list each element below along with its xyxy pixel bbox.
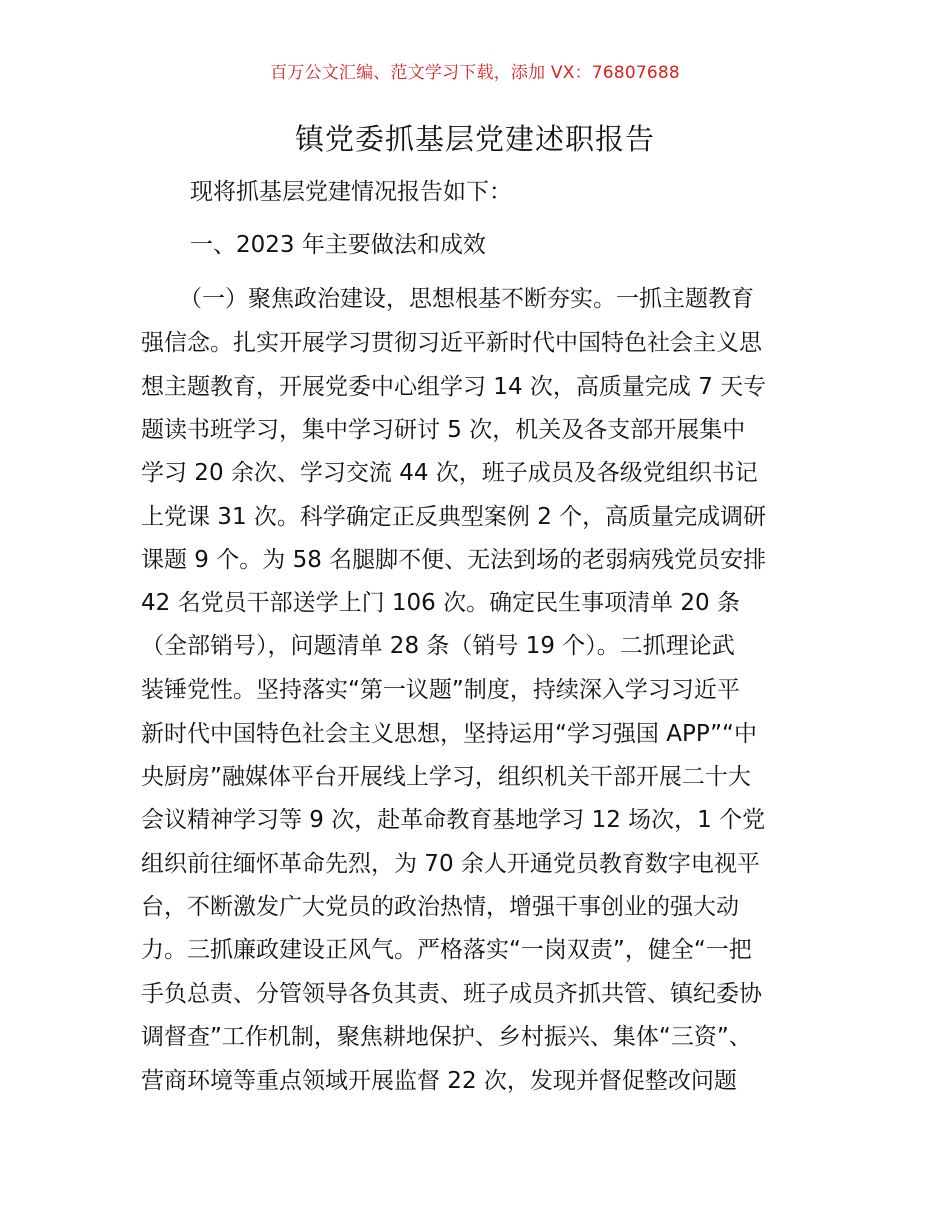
paragraph-line: 调督查”工作机制，聚焦耕地保护、乡村振兴、集体“三资”、: [141, 1024, 752, 1050]
paragraph-line: 装锤党性。坚持落实“第一议题”制度，持续深入学习习近平: [141, 677, 740, 703]
paragraph-line: 新时代中国特色社会主义思想，坚持运用“学习强国 APP”“中: [141, 721, 757, 747]
watermark-header: 百万公文汇编、范文学习下载，添加 VX：76807688: [270, 63, 680, 83]
document-title: 镇党委抓基层党建述职报告: [294, 122, 655, 156]
paragraph-line: 上党课 31 次。科学确定正反典型案例 2 个，高质量完成调研: [141, 504, 767, 530]
paragraph-line: 想主题教育，开展党委中心组学习 14 次，高质量完成 7 天专: [141, 374, 767, 400]
paragraph-line: 力。三抓廉政建设正风气。严格落实“一岗双责”，健全“一把: [141, 937, 752, 963]
paragraph-line: 台，不断激发广大党员的政治热情，增强干事创业的强大动: [141, 894, 739, 920]
paragraph-line: 42 名党员干部送学上门 106 次。确定民生事项清单 20 条: [141, 590, 740, 616]
paragraph-line: 营商环境等重点领域开展监督 22 次，发现并督促整改问题: [141, 1068, 737, 1094]
section-heading: 一、2023 年主要做法和成效: [190, 232, 486, 258]
paragraph-line: 央厨房”融媒体平台开展线上学习，组织机关干部开展二十大: [141, 764, 751, 790]
paragraph-line: 组织前往缅怀革命先烈，为 70 余人开通党员教育数字电视平: [141, 851, 760, 877]
paragraph-line: 手负总责、分管领导各负其责、班子成员齐抓共管、镇纪委协: [141, 981, 762, 1007]
paragraph-line: 会议精神学习等 9 次，赴革命教育基地学习 12 场次，1 个党: [141, 807, 766, 833]
paragraph-line: （全部销号），问题清单 28 条（销号 19 个）。二抓理论武: [141, 633, 735, 659]
paragraph-line: （一）聚焦政治建设，思想根基不断夯实。一抓主题教育: [179, 286, 754, 312]
intro-line: 现将抓基层党建情况报告如下：: [190, 179, 512, 205]
paragraph-line: 题读书班学习，集中学习研讨 5 次，机关及各支部开展集中: [141, 417, 746, 443]
paragraph-line: 课题 9 个。为 58 名腿脚不便、无法到场的老弱病残党员安排: [141, 547, 767, 573]
paragraph-line: 学习 20 余次、学习交流 44 次，班子成员及各级党组织书记: [141, 460, 758, 486]
paragraph-line: 强信念。扎实开展学习贯彻习近平新时代中国特色社会主义思: [141, 330, 762, 356]
